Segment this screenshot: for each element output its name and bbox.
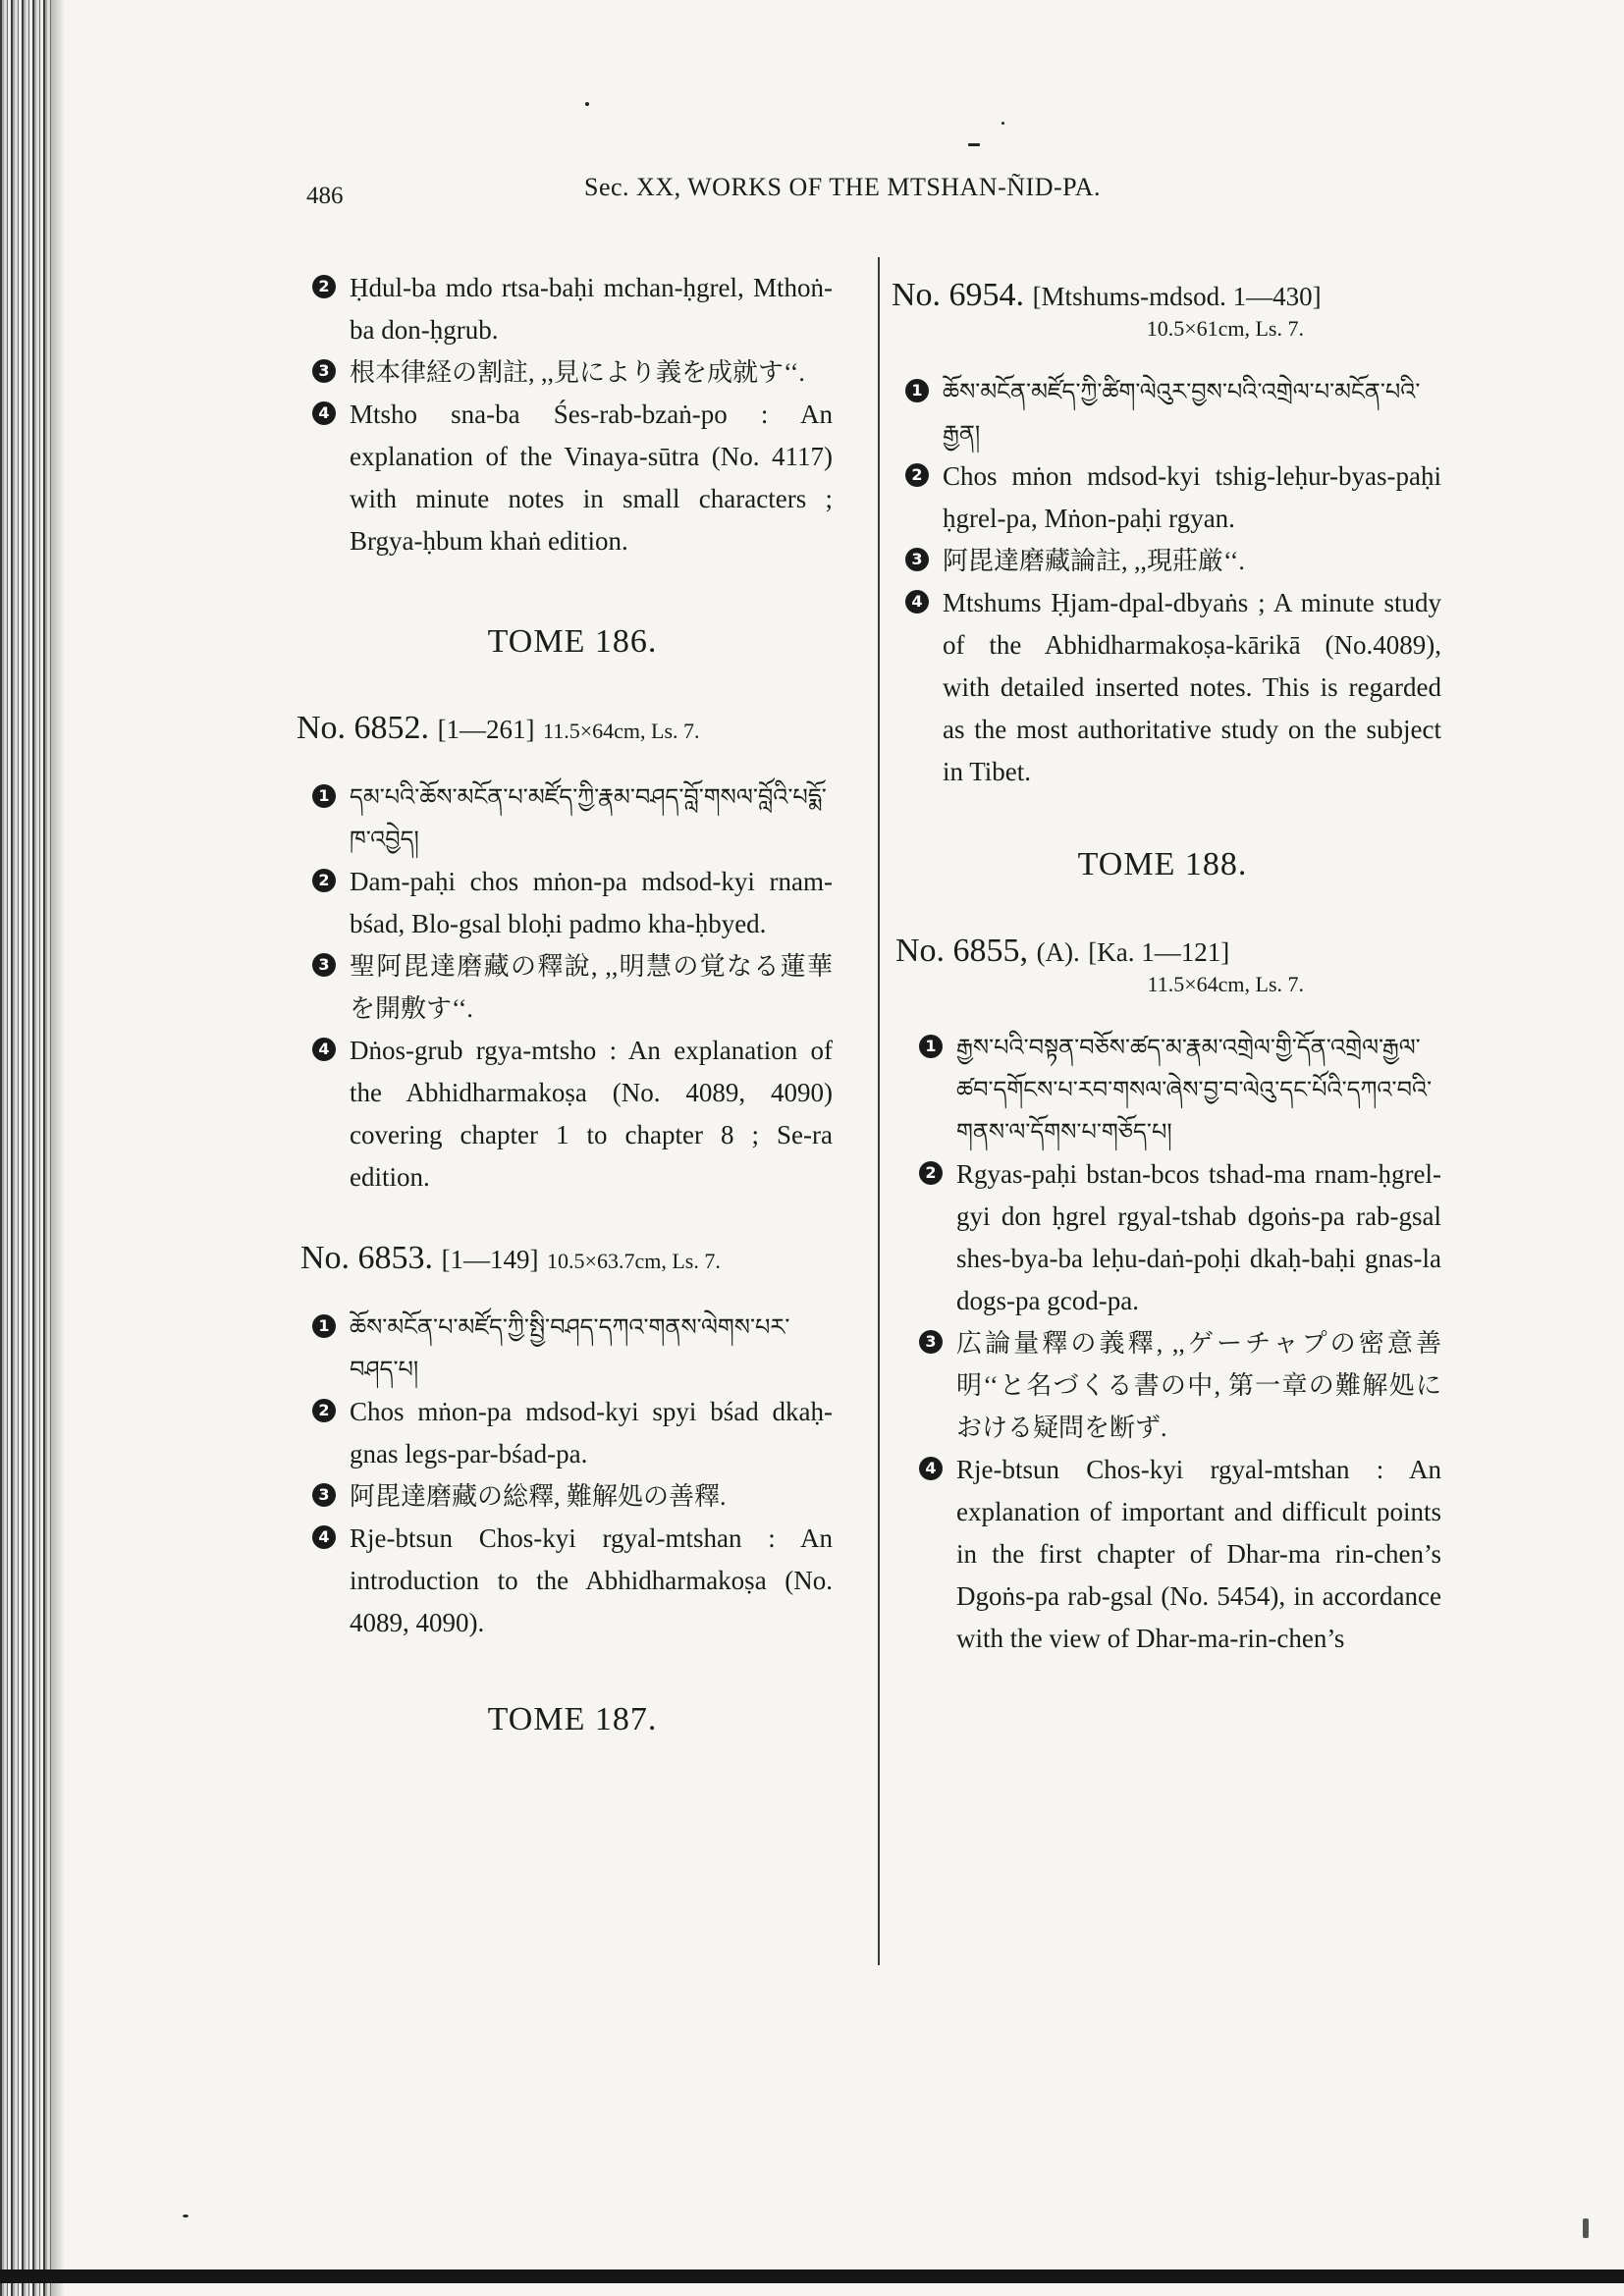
entry-dimensions: 11.5×64cm, Ls. 7. [543, 719, 700, 743]
item-text: Dam-paḥi chos mṅon-pa mdsod-kyi rnam-bśad, Blo-gsal bloḥi padmo kha-ḥbyed. [350, 867, 833, 938]
list-item [905, 582, 1441, 793]
left-column [297, 267, 833, 1738]
page-number: 486 [306, 183, 344, 209]
item-text: 根本律経の割註, ,,見により義を成就す‘‘. [350, 358, 805, 387]
entry-number: No. 6853. [300, 1240, 434, 1276]
entry-heading [297, 710, 833, 747]
item-text: 阿毘達磨藏の総釋, 難解処の善釋. [350, 1482, 727, 1511]
right-column [884, 277, 1441, 1660]
item-text: 広論量釋の義釋, ,,ゲーチャプの密意善明‘‘と名づくる書の中, 第一章の難解処における疑問を断ず. [956, 1329, 1441, 1442]
item-text: 聖阿毘達磨藏の釋說, ,,明慧の覚なる蓮華を開敷す‘‘. [350, 952, 833, 1023]
list-item [312, 351, 833, 394]
item-text: Mtsho sna-ba Śes-rab-bzaṅ-po : An explanation of the Vinaya-sūtra (No. 4117) with minute notes in small characters ; Brgya-ḥbum khaṅ edition. [350, 400, 833, 556]
entry-heading [300, 1240, 833, 1277]
list-item [312, 945, 833, 1030]
circled-number-4: 4 [312, 401, 336, 425]
scan-speck [183, 2215, 189, 2217]
entry-heading [892, 277, 1441, 314]
scan-speck [968, 143, 980, 146]
tome-heading: TOME 188. [1077, 846, 1248, 882]
circled-number-4: 4 [905, 590, 929, 614]
list-item [312, 1518, 833, 1644]
entry-number: No. 6855, [895, 933, 1029, 969]
entry-subnumber: (A). [1036, 937, 1080, 967]
list-item [312, 776, 833, 861]
entry-ref: [Ka. 1—121] [1088, 937, 1230, 967]
list-item [905, 455, 1441, 540]
entry-heading [895, 933, 1441, 970]
column-divider [878, 257, 880, 1965]
scan-speck [585, 102, 589, 106]
item-text-tibetan: དམ་པའི་ཆོས་མངོན་པ་མཛོད་ཀྱི་རྣམ་བཤད་བློ་གསལ་བློའི་པདྨོ་ཁ་འབྱེད། [350, 783, 827, 853]
scan-binding-edge [0, 0, 51, 2296]
item-text: Chos mṅon mdsod-kyi tshig-leḥur-byas-paḥi ḥgrel-pa, Mṅon-paḥi rgyan. [943, 461, 1441, 533]
item-text: Ḥdul-ba mdo rtsa-baḥi mchan-ḥgrel, Mthoṅ-ba don-ḥgrub. [350, 273, 833, 345]
circled-number-2: 2 [919, 1161, 943, 1185]
list-item [905, 371, 1441, 455]
item-text-tibetan: ཆོས་མངོན་པ་མཛོད་ཀྱི་སྤྱི་བཤད་དཀའ་གནས་ལེགས་པར་བཤད་པ། [350, 1313, 790, 1383]
item-text: Mtshums Ḥjam-dpal-dbyaṅs ; A minute study of the Abhidharmakoṣa-kārikā (No.4089), with detailed inserted notes. This is regarded as the most authoritative study on the subject in Tibet. [943, 588, 1441, 786]
circled-number-2: 2 [312, 1399, 336, 1422]
circled-number-4: 4 [919, 1457, 943, 1480]
circled-number-1: 1 [312, 784, 336, 808]
scan-binding-shadow [51, 0, 65, 2296]
item-text: Dṅos-grub rgya-mtsho : An explanation of the Abhidharmakoṣa (No. 4089, 4090) covering chapter 1 to chapter 8 ; Se-ra edition. [350, 1036, 833, 1192]
list-item [919, 1027, 1441, 1153]
item-text: Rje-btsun Chos-kyi rgyal-mtshan : An introduction to the Abhidharmakoṣa (No. 4089, 4090). [350, 1523, 833, 1637]
scan-speck [1583, 2218, 1589, 2238]
circled-number-4: 4 [312, 1525, 336, 1549]
list-item [312, 267, 833, 351]
entry-dimensions: 11.5×64cm, Ls. 7. [1147, 972, 1304, 996]
list-item [919, 1322, 1441, 1449]
circled-number-2: 2 [312, 275, 336, 298]
scan-speck [1001, 122, 1004, 125]
list-item [905, 540, 1441, 582]
item-text: Rgyas-paḥi bstan-bcos tshad-ma rnam-ḥgrel-gyi don ḥgrel rgyal-tshab dgoṅs-pa rab-gsal shes-bya-ba leḥu-daṅ-poḥi dkaḥ-baḥi gnas-la dogs-pa gcod-pa. [956, 1159, 1441, 1315]
tome-heading: TOME 186. [487, 623, 658, 660]
entry-ref: [1—261] [437, 715, 535, 744]
entry-ref: [1—149] [441, 1245, 539, 1274]
circled-number-4: 4 [312, 1038, 336, 1061]
list-item [312, 1475, 833, 1518]
tome-heading: TOME 187. [487, 1701, 658, 1737]
entry-dimensions: 10.5×63.7cm, Ls. 7. [547, 1249, 721, 1273]
item-text: 阿毘達磨藏論註, ,,現莊厳‘‘. [943, 547, 1245, 575]
circled-number-3: 3 [312, 359, 336, 383]
list-item [312, 1307, 833, 1391]
list-item [312, 1030, 833, 1199]
list-item [312, 861, 833, 945]
circled-number-3: 3 [312, 1483, 336, 1507]
item-text: Rje-btsun Chos-kyi rgyal-mtshan : An explanation of important and difficult points in the first chapter of Dhar-ma rin-chen’s Dgoṅs-pa rab-gsal (No. 5454), in accordance with the view of Dhar-ma-rin-chen’s [956, 1455, 1441, 1653]
entry-ref: [Mtshums-mdsod. 1—430] [1032, 282, 1322, 311]
circled-number-1: 1 [312, 1314, 336, 1338]
circled-number-3: 3 [312, 953, 336, 977]
circled-number-1: 1 [905, 379, 929, 402]
circled-number-2: 2 [905, 463, 929, 487]
entry-number: No. 6852. [297, 710, 430, 746]
entry-number: No. 6954. [892, 277, 1025, 313]
circled-number-1: 1 [919, 1035, 943, 1058]
circled-number-3: 3 [905, 548, 929, 571]
list-item [919, 1153, 1441, 1322]
scan-bottom-edge [0, 2269, 1624, 2283]
list-item [919, 1449, 1441, 1660]
list-item [312, 1391, 833, 1475]
circled-number-2: 2 [312, 869, 336, 892]
running-head: Sec. XX, WORKS OF THE MTSHAN-ÑID-PA. [584, 173, 1101, 201]
entry-dimensions: 10.5×61cm, Ls. 7. [1146, 316, 1304, 341]
circled-number-3: 3 [919, 1330, 943, 1354]
item-text-tibetan: རྒྱས་པའི་བསྟན་བཅོས་ཚད་མ་རྣམ་འགྲེལ་གྱི་དོན་འགྲེལ་རྒྱལ་ཚབ་དགོངས་པ་རབ་གསལ་ཞེས་བྱ་བ་ལེའུ་དང་པོའི་དཀའ་བའི་གནས་ལ་དོགས་པ་གཅོད་པ། [956, 1034, 1433, 1146]
item-text-tibetan: ཆོས་མངོན་མཛོད་ཀྱི་ཚིག་ལེའུར་བྱས་པའི་འགྲེལ་པ་མངོན་པའི་རྒྱན། [943, 378, 1421, 448]
item-text: Chos mṅon-pa mdsod-kyi spyi bśad dkaḥ-gnas legs-par-bśad-pa. [350, 1397, 833, 1468]
list-item [312, 394, 833, 562]
